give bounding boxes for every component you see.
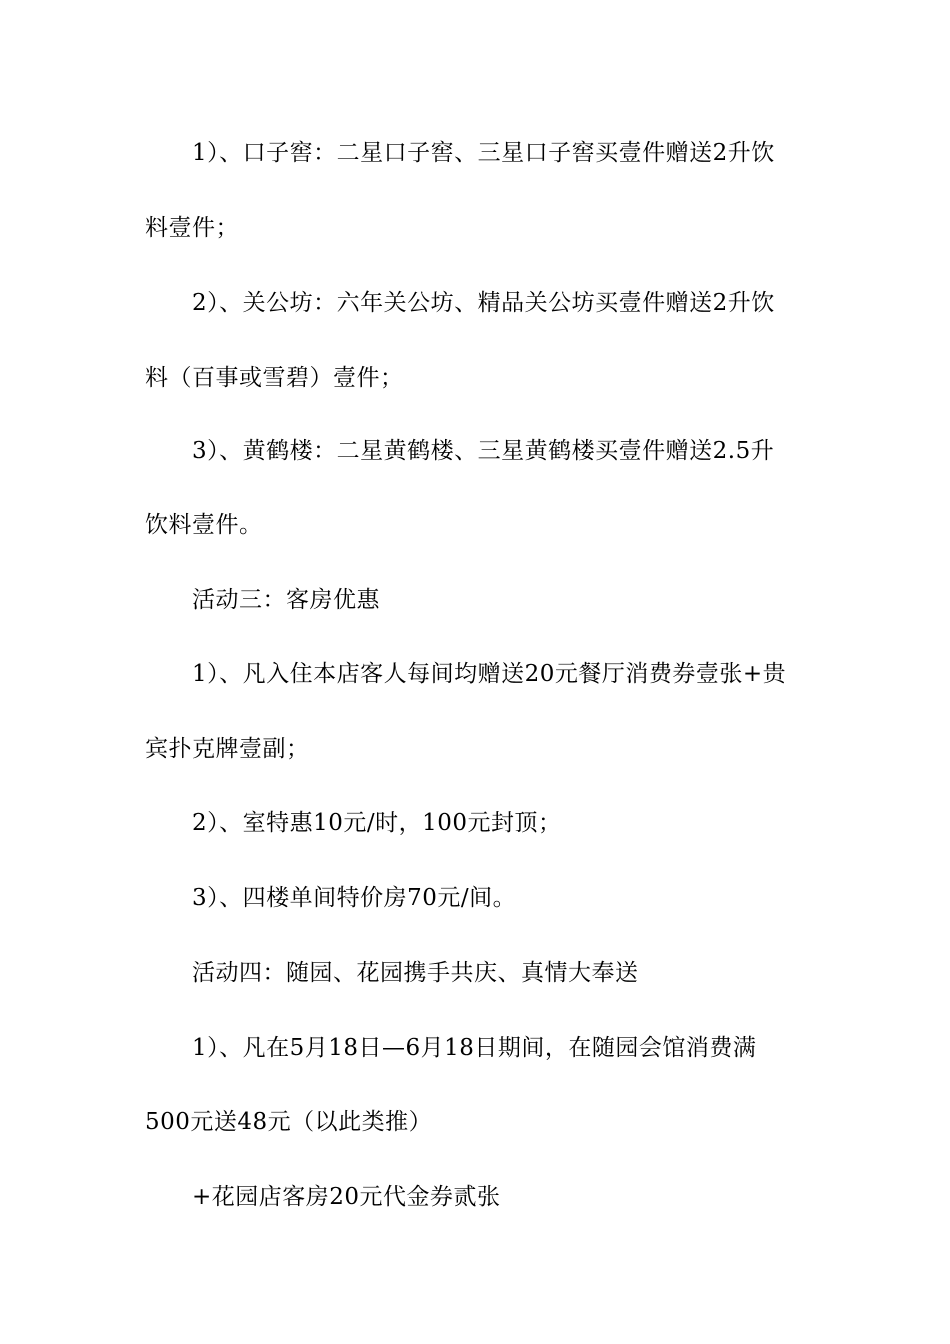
paragraph-line: 3）、四楼单间特价房70元/间。 xyxy=(192,885,517,911)
paragraph-line: 1）、口子窖：二星口子窖、三星口子窖买壹件赠送2升饮 xyxy=(192,140,775,166)
paragraph-line: 料壹件； xyxy=(145,215,239,241)
paragraph-line: 2）、室特惠10元/时，100元封顶； xyxy=(192,810,562,836)
section-heading: 活动三：客房优惠 xyxy=(192,587,380,613)
paragraph-line: 3）、黄鹤楼：二星黄鹤楼、三星黄鹤楼买壹件赠送2.5升 xyxy=(192,438,775,464)
paragraph-line: 2）、关公坊：六年关公坊、精品关公坊买壹件赠送2升饮 xyxy=(192,290,775,316)
paragraph-line: 500元送48元（以此类推） xyxy=(145,1109,433,1135)
paragraph-line: 宾扑克牌壹副； xyxy=(145,736,310,762)
paragraph-line: 料（百事或雪碧）壹件； xyxy=(145,365,404,391)
paragraph-line: 1）、凡在5月18日—6月18日期间，在随园会馆消费满 xyxy=(192,1035,757,1061)
paragraph-line: +花园店客房20元代金券贰张 xyxy=(192,1184,501,1210)
paragraph-line: 1）、凡入住本店客人每间均赠送20元餐厅消费券壹张+贵 xyxy=(192,661,787,687)
paragraph-line: 饮料壹件。 xyxy=(145,512,263,538)
section-heading: 活动四：随园、花园携手共庆、真情大奉送 xyxy=(192,960,639,986)
